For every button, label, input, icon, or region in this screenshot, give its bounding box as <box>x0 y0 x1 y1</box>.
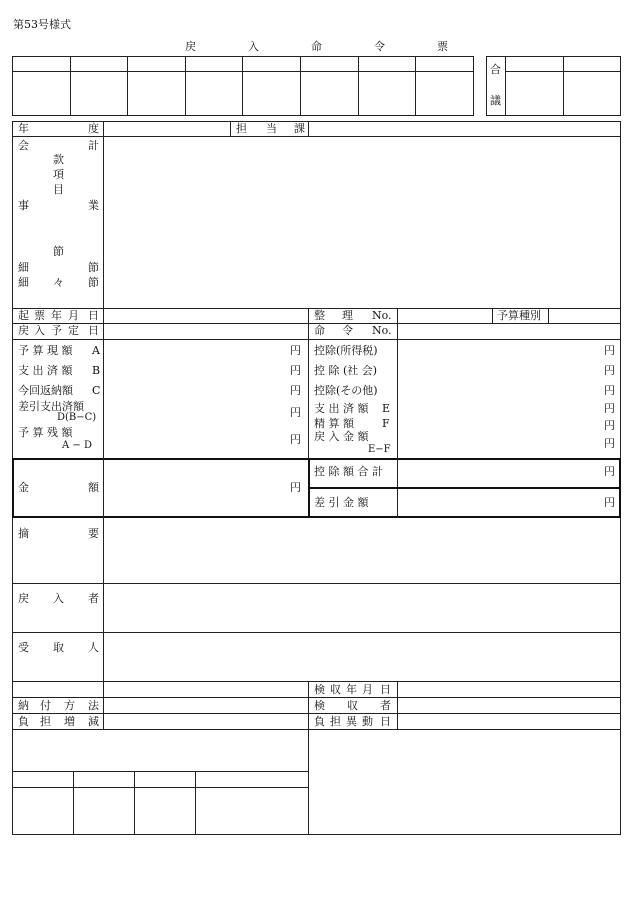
yen-unit: 円 <box>290 481 301 494</box>
kojo-total-label: 控 除 額 合 計 <box>314 465 383 478</box>
left-item-label: 予 算 現 額 <box>18 344 73 357</box>
yen-unit: 円 <box>604 344 615 357</box>
left-item-code: B <box>92 364 101 377</box>
right-item-label: 控除(その他) <box>314 384 378 397</box>
yen-unit: 円 <box>604 496 615 509</box>
left-item-code: A − D <box>62 440 92 451</box>
left-item-label: 支 出 済 額 <box>18 364 73 377</box>
left-item-code: A <box>92 344 100 357</box>
uketori-label: 受 <box>18 641 29 654</box>
yen-unit: 円 <box>604 419 615 432</box>
left-item-label: 差引支出済額 <box>18 400 84 413</box>
modoshi-sha-label: 戻 <box>18 592 29 605</box>
yen-unit: 円 <box>604 437 615 450</box>
approval-label-1: 合 <box>490 63 501 76</box>
right-item-code: E <box>382 402 391 415</box>
right-item-label: 控除(所得税) <box>314 344 378 357</box>
yen-unit: 円 <box>604 465 615 478</box>
yen-unit: 円 <box>604 364 615 377</box>
approval-label-2: 議 <box>490 94 501 107</box>
approval-box <box>486 56 621 116</box>
tekiyo-label: 摘 <box>18 527 29 540</box>
form-number: 第53号様式 <box>13 18 71 31</box>
yen-unit: 円 <box>290 384 301 397</box>
right-item-code: F <box>382 417 390 430</box>
yen-unit: 円 <box>290 344 301 357</box>
left-item-label: 今回返納額 <box>18 384 73 397</box>
yen-unit: 円 <box>290 406 301 419</box>
right-item-code: E−F <box>368 444 391 455</box>
sashihiki-label: 差 引 金 額 <box>314 496 369 509</box>
yen-unit: 円 <box>604 384 615 397</box>
yosan-shubetsu-label: 予算種別 <box>497 309 541 322</box>
yen-unit: 円 <box>290 364 301 377</box>
right-item-label: 控 除 (社 会) <box>314 364 378 377</box>
amount-label: 金 <box>18 481 29 494</box>
right-item-label: 戻 入 金 額 <box>314 430 369 443</box>
yen-unit: 円 <box>290 433 301 446</box>
yen-unit: 円 <box>604 402 615 415</box>
left-item-label: 予 算 残 額 <box>18 426 73 439</box>
right-item-label: 精 算 額 <box>314 417 354 430</box>
left-item-code: C <box>92 384 101 397</box>
left-item-code: D(B−C) <box>57 412 97 423</box>
right-item-label: 支 出 済 額 <box>314 402 369 415</box>
seal-grid <box>12 56 474 116</box>
